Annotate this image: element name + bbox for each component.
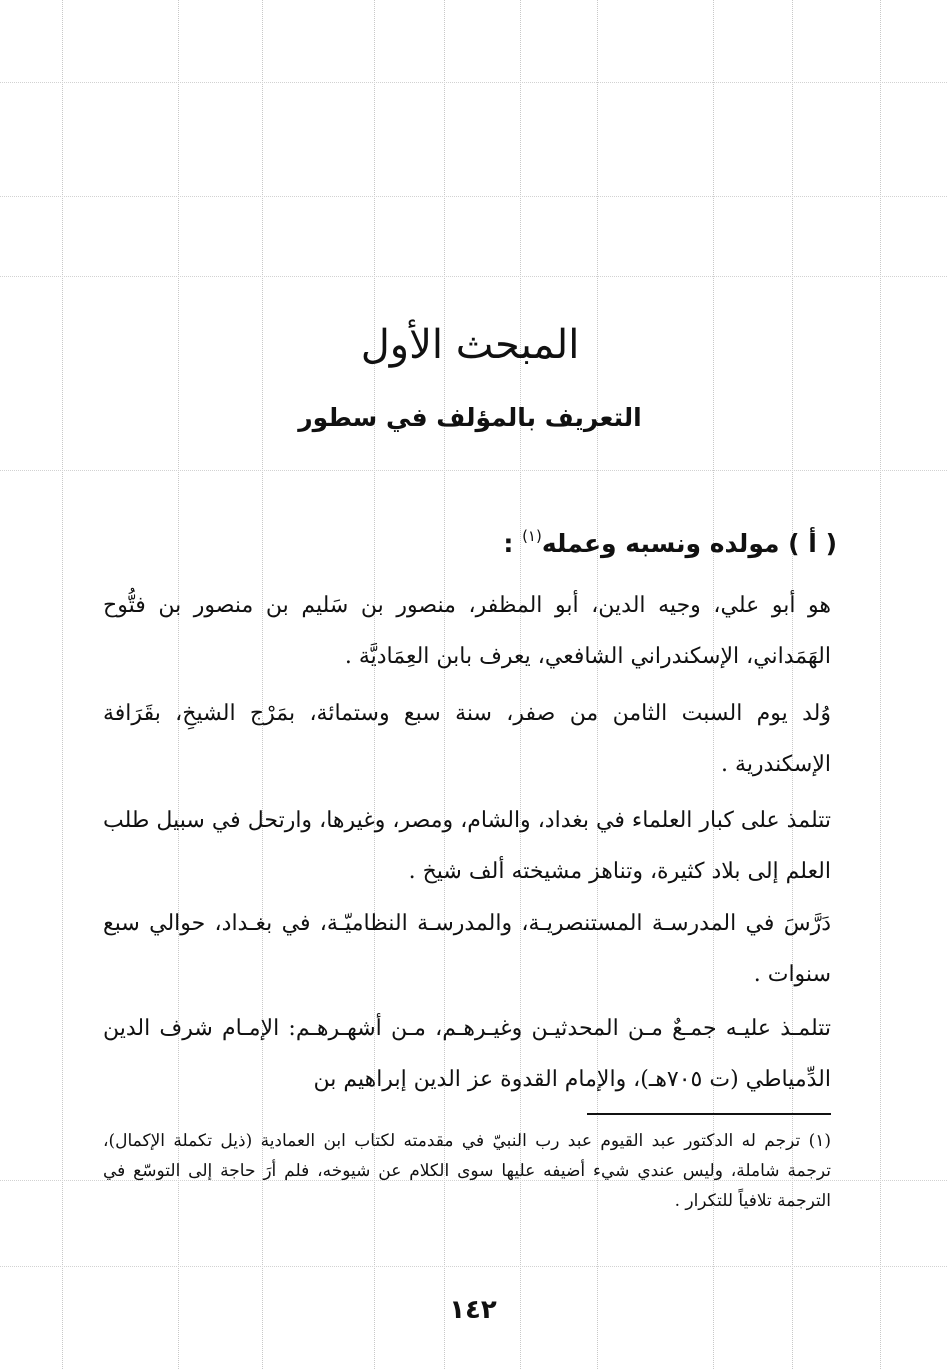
scan-guide-line — [62, 0, 63, 1369]
section-heading-colon: : — [503, 529, 523, 558]
scan-guide-line — [0, 1266, 947, 1267]
paragraph-birth: وُلد يوم السبت الثامن من صفر، سنة سبع وستمائة، بمَرْج الشيخِ، بقَرَافة الإسكندرية . — [103, 701, 831, 777]
scan-guide-line — [0, 82, 947, 83]
section-heading-text: ( أ ) مولده ونسبه وعمله — [541, 529, 837, 558]
footnote-reference: (١) — [522, 527, 542, 545]
page-number: ١٤٢ — [449, 1295, 497, 1325]
chapter-title: المبحث الأول — [360, 322, 580, 368]
scan-guide-line — [880, 0, 881, 1369]
scan-guide-line — [0, 470, 947, 471]
scan-guide-line — [0, 196, 947, 197]
footnote-divider — [587, 1113, 831, 1115]
chapter-subtitle: التعريف بالمؤلف في سطور — [298, 403, 642, 432]
paragraph-teaching: دَرَّسَ في المدرسـة المستنصريـة، والمدرسـة النظاميّـة، في بغـداد، حوالي سبع سنوات . — [103, 911, 831, 987]
paragraph-students: تتلمـذ عليـه جمـعٌ مـن المحدثيـن وغيـرهـم، مـن أشهـرهـم: الإمـام شرف الدين الدِّمياطي (ت ٧٠٥هـ)، والإمام القدوة عز الدين إبراهيم بن — [103, 1016, 831, 1092]
paragraph-name-lineage: هو أبو علي، وجيه الدين، أبو المظفر، منصور بن سَليم بن منصور بن فتُّوح الهَمَداني، الإسكندراني الشافعي، يعرف بابن العِمَاديَّة . — [103, 593, 831, 669]
footnote: (١) ترجم له الدكتور عبد القيوم عبد رب النبيّ في مقدمته لكتاب ابن العمادية (ذيل تكملة الإكمال)، ترجمة شاملة، وليس عندي شيء أضيفه عليها سوى الكلام عن شيوخه، فلم أرَ حاجة إلى التوسّع في الترجمة تلافياً للتكرار . — [103, 1131, 831, 1211]
paragraph-teachers: تتلمذ على كبار العلماء في بغداد، والشام، ومصر، وغيرها، وارتحل في سبيل طلب العلم إلى بلاد كثيرة، وتناهز مشيخته ألف شيخ . — [103, 808, 831, 884]
section-heading — [117, 524, 837, 564]
scan-guide-line — [0, 276, 947, 277]
